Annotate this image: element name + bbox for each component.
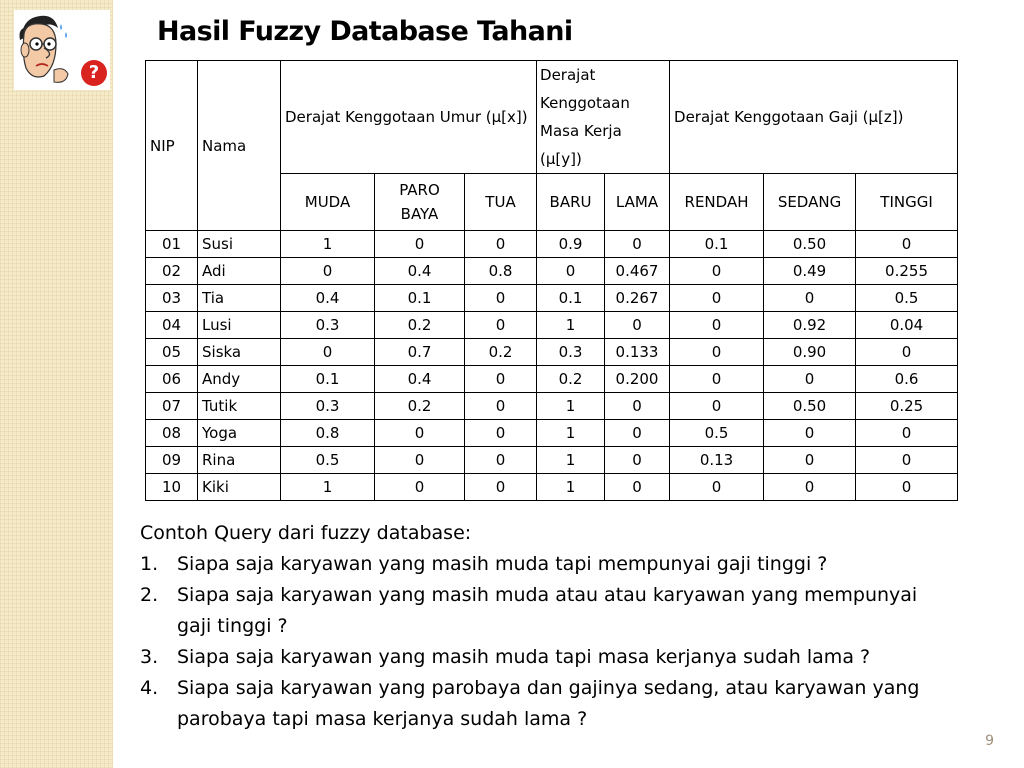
cell-value: 0.8 bbox=[281, 420, 375, 447]
logo bbox=[14, 10, 110, 90]
cell-value: 0.2 bbox=[375, 312, 465, 339]
table-row bbox=[146, 312, 958, 339]
query-examples bbox=[140, 518, 940, 735]
query-item-text: Siapa saja karyawan yang masih muda tapi mempunyai gaji tinggi ? bbox=[177, 553, 828, 575]
cell-value: 0 bbox=[764, 474, 856, 501]
sub-header-rendah: RENDAH bbox=[670, 174, 764, 231]
cell-value: 0.4 bbox=[375, 366, 465, 393]
cell-nip: 01 bbox=[146, 231, 198, 258]
cell-value: 0.267 bbox=[605, 285, 670, 312]
cell-value: 0.4 bbox=[375, 258, 465, 285]
cell-value: 0 bbox=[375, 420, 465, 447]
cell-value: 0 bbox=[764, 447, 856, 474]
table-row bbox=[146, 393, 958, 420]
group-header-gaji: Derajat Kenggotaan Gaji (μ[z]) bbox=[670, 61, 958, 174]
cell-nip: 02 bbox=[146, 258, 198, 285]
cell-value: 0.3 bbox=[281, 312, 375, 339]
cell-value: 0 bbox=[281, 258, 375, 285]
sub-header-tinggi: TINGGI bbox=[856, 174, 958, 231]
cell-value: 0 bbox=[605, 420, 670, 447]
query-item-number: 1. bbox=[140, 553, 159, 575]
cell-value: 0.49 bbox=[764, 258, 856, 285]
cell-nama: Lusi bbox=[198, 312, 281, 339]
cell-value: 1 bbox=[537, 420, 605, 447]
cell-value: 0.1 bbox=[281, 366, 375, 393]
cell-value: 0.1 bbox=[375, 285, 465, 312]
cell-value: 0.04 bbox=[856, 312, 958, 339]
cell-value: 0 bbox=[375, 474, 465, 501]
cell-nama: Tutik bbox=[198, 393, 281, 420]
cell-value: 0.90 bbox=[764, 339, 856, 366]
cell-value: 0.2 bbox=[375, 393, 465, 420]
group-header-umur: Derajat Kenggotaan Umur (μ[x]) bbox=[281, 61, 537, 174]
cell-value: 0.133 bbox=[605, 339, 670, 366]
sub-header-baru: BARU bbox=[537, 174, 605, 231]
table-body bbox=[146, 231, 958, 501]
table-row bbox=[146, 285, 958, 312]
cell-value: 1 bbox=[281, 231, 375, 258]
cell-value: 1 bbox=[537, 447, 605, 474]
cell-value: 0 bbox=[465, 393, 537, 420]
cell-value: 0 bbox=[605, 231, 670, 258]
cell-value: 0 bbox=[465, 447, 537, 474]
table-row bbox=[146, 474, 958, 501]
cell-value: 0.50 bbox=[764, 393, 856, 420]
query-heading: Contoh Query dari fuzzy database: bbox=[140, 522, 472, 544]
question-badge-icon bbox=[81, 60, 107, 86]
cell-value: 0 bbox=[856, 447, 958, 474]
query-item-text: Siapa saja karyawan yang parobaya dan gajinya sedang, atau karyawan yang parobaya tapi masa kerjanya sudah lama ? bbox=[177, 677, 920, 730]
cell-value: 0 bbox=[670, 474, 764, 501]
cell-value: 0 bbox=[605, 474, 670, 501]
cell-nip: 09 bbox=[146, 447, 198, 474]
cell-nama: Siska bbox=[198, 339, 281, 366]
query-item-number: 4. bbox=[140, 677, 159, 699]
cell-value: 0 bbox=[670, 258, 764, 285]
page-title: Hasil Fuzzy Database Tahani bbox=[157, 16, 573, 47]
cell-value: 0.1 bbox=[537, 285, 605, 312]
sub-header-muda: MUDA bbox=[281, 174, 375, 231]
cell-value: 0.8 bbox=[465, 258, 537, 285]
cell-value: 0.5 bbox=[281, 447, 375, 474]
cell-value: 0.50 bbox=[764, 231, 856, 258]
table-row bbox=[146, 420, 958, 447]
cell-value: 0 bbox=[605, 312, 670, 339]
cell-value: 1 bbox=[537, 312, 605, 339]
cell-value: 0.5 bbox=[670, 420, 764, 447]
cell-value: 0 bbox=[764, 420, 856, 447]
cell-value: 0 bbox=[465, 474, 537, 501]
sub-header-tua: TUA bbox=[465, 174, 537, 231]
cell-value: 0 bbox=[605, 447, 670, 474]
cell-value: 0.9 bbox=[537, 231, 605, 258]
cell-nip: 06 bbox=[146, 366, 198, 393]
col-header-nip: NIP bbox=[146, 61, 198, 231]
cell-value: 0 bbox=[605, 393, 670, 420]
cell-value: 0.25 bbox=[856, 393, 958, 420]
cell-value: 0.255 bbox=[856, 258, 958, 285]
fuzzy-result-table bbox=[145, 60, 958, 501]
query-item-text: Siapa saja karyawan yang masih muda tapi masa kerjanya sudah lama ? bbox=[177, 646, 871, 668]
cell-value: 0.2 bbox=[537, 366, 605, 393]
cell-nip: 07 bbox=[146, 393, 198, 420]
question-badge-label: ? bbox=[88, 62, 100, 83]
cell-value: 0 bbox=[856, 339, 958, 366]
cell-value: 1 bbox=[537, 393, 605, 420]
cell-nip: 10 bbox=[146, 474, 198, 501]
cell-value: 0.5 bbox=[856, 285, 958, 312]
cell-value: 1 bbox=[281, 474, 375, 501]
query-item bbox=[140, 642, 940, 673]
cell-value: 0 bbox=[670, 393, 764, 420]
query-list bbox=[140, 549, 940, 735]
query-item bbox=[140, 549, 940, 580]
table-row bbox=[146, 339, 958, 366]
cell-value: 0 bbox=[764, 285, 856, 312]
cell-value: 0 bbox=[465, 366, 537, 393]
cell-nama: Susi bbox=[198, 231, 281, 258]
query-item-number: 3. bbox=[140, 646, 159, 668]
cell-nip: 04 bbox=[146, 312, 198, 339]
cell-value: 0 bbox=[670, 339, 764, 366]
cell-nama: Adi bbox=[198, 258, 281, 285]
cell-value: 0 bbox=[670, 366, 764, 393]
table-row bbox=[146, 231, 958, 258]
cell-value: 0.7 bbox=[375, 339, 465, 366]
cell-value: 0 bbox=[375, 447, 465, 474]
cell-value: 0.4 bbox=[281, 285, 375, 312]
table-row bbox=[146, 366, 958, 393]
query-item bbox=[140, 673, 940, 735]
cell-value: 0 bbox=[670, 285, 764, 312]
cell-value: 0.2 bbox=[465, 339, 537, 366]
cell-value: 0 bbox=[281, 339, 375, 366]
cell-value: 0.467 bbox=[605, 258, 670, 285]
cell-value: 1 bbox=[537, 474, 605, 501]
decorative-left-strip bbox=[0, 0, 113, 768]
query-item-text: Siapa saja karyawan yang masih muda atau atau karyawan yang mempunyai gaji tinggi ? bbox=[177, 584, 918, 637]
query-item bbox=[140, 580, 940, 642]
cell-value: 0 bbox=[465, 231, 537, 258]
table-row bbox=[146, 258, 958, 285]
cell-value: 0.3 bbox=[281, 393, 375, 420]
table-row bbox=[146, 447, 958, 474]
cell-value: 0.3 bbox=[537, 339, 605, 366]
cell-value: 0.92 bbox=[764, 312, 856, 339]
cell-nip: 08 bbox=[146, 420, 198, 447]
cell-nama: Tia bbox=[198, 285, 281, 312]
cell-value: 0 bbox=[856, 420, 958, 447]
cell-value: 0 bbox=[465, 285, 537, 312]
query-item-number: 2. bbox=[140, 584, 159, 606]
cell-nama: Yoga bbox=[198, 420, 281, 447]
cell-value: 0 bbox=[764, 366, 856, 393]
cell-value: 0.6 bbox=[856, 366, 958, 393]
col-header-nama: Nama bbox=[198, 61, 281, 231]
sub-header-sedang: SEDANG bbox=[764, 174, 856, 231]
cell-value: 0 bbox=[465, 312, 537, 339]
sub-header-lama: LAMA bbox=[605, 174, 670, 231]
page-number: 9 bbox=[985, 733, 994, 749]
cell-value: 0.13 bbox=[670, 447, 764, 474]
cell-value: 0 bbox=[465, 420, 537, 447]
cell-value: 0.200 bbox=[605, 366, 670, 393]
cell-value: 0 bbox=[856, 474, 958, 501]
cell-value: 0 bbox=[537, 258, 605, 285]
cell-value: 0.1 bbox=[670, 231, 764, 258]
cell-nip: 05 bbox=[146, 339, 198, 366]
cell-value: 0 bbox=[670, 312, 764, 339]
cell-nama: Rina bbox=[198, 447, 281, 474]
cell-nama: Andy bbox=[198, 366, 281, 393]
cell-value: 0 bbox=[375, 231, 465, 258]
cell-value: 0 bbox=[856, 231, 958, 258]
group-header-masa-kerja: Derajat Kenggotaan Masa Kerja (μ[y]) bbox=[537, 61, 670, 174]
sub-header-paro-baya: PARO BAYA bbox=[375, 174, 465, 231]
cell-nama: Kiki bbox=[198, 474, 281, 501]
table-header-row-groups bbox=[146, 61, 958, 174]
cell-nip: 03 bbox=[146, 285, 198, 312]
